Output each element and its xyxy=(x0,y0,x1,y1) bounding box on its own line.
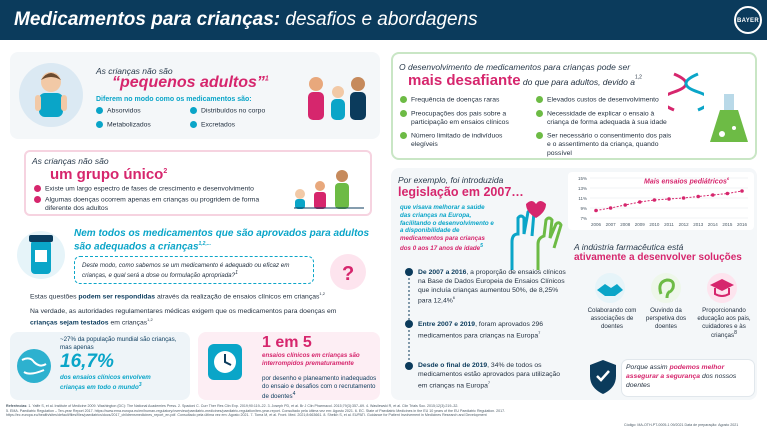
stat2-text-b: por desenho e planeamento inadequados do ensaio e desafios com o recrutamento de doentes$^4$ xyxy=(262,375,377,400)
chart-y-tick-label: 9% xyxy=(580,206,587,211)
industry-item-education: Proporcionando educação aos pais, cuidadores e às crianças$^8$ xyxy=(697,307,751,340)
chart-y-tick-label: 13% xyxy=(577,186,587,191)
bullet-icon xyxy=(34,185,41,192)
chart-y-tick-label: 11% xyxy=(578,196,587,201)
panel2-bullet-2: Algumas doenças ocorrem apenas em crianças ou progridem de forma diferente dos adultos xyxy=(34,196,284,214)
panel1-item-distributed: Distribuídos no corpo xyxy=(190,107,265,116)
chart-x-tick-label: 2015 xyxy=(722,222,733,227)
industry-item-collaborating: Colaborando com associações de doentes xyxy=(587,307,637,330)
challenges-intro: O desenvolvimento de medicamentos para crianças pode ser xyxy=(399,62,631,72)
bullet-icon xyxy=(190,107,197,114)
bayer-logo: BAYER xyxy=(734,6,762,34)
chart-data-point xyxy=(638,200,642,204)
panel2-headline: um grupo único$^2$ xyxy=(50,166,168,183)
panel3-question: Deste modo, como sabemos se um medicamento é adequado ou eficaz em crianças, e qual será a dose ou formulação apropriada?$^1$ xyxy=(82,262,290,279)
bullet-icon xyxy=(190,121,197,128)
challenge-high-costs: Elevados custos de desenvolvimento xyxy=(536,96,676,105)
chart-data-point xyxy=(653,198,657,202)
stat1-value: 16,7% xyxy=(60,351,114,372)
bullet-icon xyxy=(536,96,543,103)
chart-x-tick-label: 2006 xyxy=(590,222,602,227)
stat1-text-a: ~27% da população mundial são crianças, mas apenas xyxy=(60,336,177,351)
legislation-intro: Por exemplo, foi introduzida xyxy=(398,175,504,185)
stat2-text-a: ensaios clínicos em crianças são interrompidos prematuramente xyxy=(262,352,360,367)
panel1-subtitle: Diferem no modo como os medicamentos são: xyxy=(96,96,252,103)
references: Referências: 1. Yaffe S, et al. Institute of Medicine 2009. Washington (DC): The National Academies Press. 2. Spadoni C. Curr Ther Res Clin Exp. 2019;90:119–22. 3. Joseph PD, et al. Br J Clin Pharmacol. 2015;79(3):357–69. 4. Wasilewski R, et al. Clin Trials Soc. 2015;12(3):219–32. 5. EMA. Paediatric Regulation – Ten-year Report 2017. https://www.ema.europa.eu/en/human-regulatory/overview/paediatric-medicines/paediatric-regulation/ten-year-report. Consultado pela última vez em: Agosto 2021. 6. EC. State of Paediatric Medicines in the EU 10 years of the EU Paediatric Regulation. 2017. https://ec.europa.eu/health/sites/default/files/files/paediatrics/docs/2017_childrensmedicines_report_en.pdf. Consultado pela última vez em: Agosto 2021. 7. Toma M, et al. Front. Med. 2021;8:663661. 8. Sheikh S, et al. EUPATI. Guidance for Patient Involvement in Medicines Research and Development xyxy=(6,404,506,418)
clock-icon xyxy=(204,340,246,384)
panel3-headline: Nem todos os medicamentos que são aprovados para adultos são adequados a crianças$^{1,2,...}$ xyxy=(74,228,370,252)
panel2-bullet-1: Existe um largo espectro de fases de crescimento e desenvolvimento xyxy=(34,185,284,194)
handshake-icon xyxy=(593,272,627,304)
page-title: Medicamentos para crianças: desafios e abordagens xyxy=(14,9,478,30)
chart-x-tick-label: 2007 xyxy=(605,222,616,227)
raised-hands-icon xyxy=(498,198,566,272)
chart-data-point xyxy=(711,193,715,197)
chart-y-tick-label: 15% xyxy=(577,176,587,181)
legislation-desc: que visava melhorar a saúde das crianças na Europa, facilitando o desenvolvimento e a disponibilidade de medicamentos para crianças dos 0 aos 17 anos de idade$^5$ xyxy=(400,204,494,252)
challenge-limited-eligible: Número limitado de indivíduos elegíveis xyxy=(400,132,530,150)
chart-data-point xyxy=(740,189,744,193)
chart-data-point xyxy=(667,197,671,201)
chart-x-tick-label: 2009 xyxy=(634,222,645,227)
chart-data-point xyxy=(623,203,627,207)
bullet-icon xyxy=(400,132,407,139)
chart-y-tick-label: 7% xyxy=(580,216,587,221)
challenge-parent-concerns: Preocupações dos pais sobre a participação em ensaios clínicos xyxy=(400,110,530,128)
chart-data-point xyxy=(594,209,598,213)
stat2-value: 1 em 5 xyxy=(262,334,312,351)
panel1-item-absorbed: Absorvidos xyxy=(96,107,141,116)
bullet-icon xyxy=(34,196,41,203)
chart-x-tick-label: 2010 xyxy=(649,222,660,227)
chart-x-tick-label: 2014 xyxy=(707,222,718,227)
industry-headline: ativamente a desenvolver soluções xyxy=(574,252,742,263)
challenge-rare-diseases: Frequência de doenças raras xyxy=(400,96,530,105)
challenge-consent: Ser necessário o consentimento dos pais e o assentimento da criança, quando possível xyxy=(536,132,676,159)
chart-data-point xyxy=(682,196,686,200)
bullet-icon xyxy=(536,132,543,139)
industry-item-listening: Ouvindo da perspetiva dos doentes xyxy=(645,307,687,330)
fact-2007-2016: De 2007 a 2016, a proporção de ensaios clínicos na Base de Dados Europeia de Ensaios Clínicos que incluía crianças aumentou 50%, de 8,25% para 12,4%$^6$ xyxy=(418,269,566,305)
child-illustration-icon xyxy=(18,58,84,132)
medicine-bottle-icon xyxy=(16,226,66,284)
lab-flask-icon xyxy=(708,90,752,148)
panel3-para-1: Estas questões podem ser respondidas através da realização de ensaios clínicos em crianças$^{1,2}$ xyxy=(30,291,325,301)
fact-since-2019: Desde o final de 2019, 34% de todos os medicamentos estão aprovados para utilização em crianças na Europa$^7$ xyxy=(418,362,561,389)
stat1-text-b: dos ensaios clínicos envolvem crianças em todo o mundo$^3$ xyxy=(60,374,151,391)
growth-stages-icon xyxy=(290,162,368,210)
panel1-intro: As crianças não são xyxy=(96,66,173,76)
education-icon xyxy=(705,272,739,304)
panel3-para-2: Na verdade, as autoridades regulamentares médicas exigem que os medicamentos para doenças em crianças sejam testados em crianças$^{1,2}$ xyxy=(30,308,337,327)
chart-data-point xyxy=(696,195,700,199)
family-icon xyxy=(300,70,374,124)
closing-text: Porque assim podemos melhor assegurar a segurança dos nossos doentes xyxy=(626,364,737,389)
panel1-item-metabolized: Metabolizados xyxy=(96,121,151,130)
bullet-icon xyxy=(536,110,543,117)
chart-x-tick-label: 2008 xyxy=(620,222,631,227)
panel1-headline: “pequenos adultos”$^1$ xyxy=(112,74,269,91)
panel2-intro: As crianças não são xyxy=(32,156,109,166)
bullet-icon xyxy=(400,110,407,117)
panel1-item-excreted: Excretados xyxy=(190,121,235,130)
globe-children-icon xyxy=(14,340,54,392)
document-code: Código: MA-OTH-PT-0005-1 09/2021 Data de preparação: Agosto 2021 xyxy=(624,423,739,427)
fact-2007-2019: Entre 2007 e 2019, foram aprovados 296 medicamentos para crianças na Europa$^7$ xyxy=(418,321,544,340)
chart-x-tick-label: 2012 xyxy=(678,222,689,227)
chart-title: Mais ensaios pediátricos$^6$ xyxy=(644,176,730,186)
chart-data-point xyxy=(726,192,730,196)
shield-hand-icon xyxy=(586,358,620,396)
ear-icon xyxy=(649,272,683,304)
chart-x-tick-label: 2011 xyxy=(664,222,674,227)
bullet-icon xyxy=(400,96,407,103)
industry-intro: A indústria farmacêutica está xyxy=(574,242,684,252)
challenges-headline: mais desafiante do que para adultos, devido $a^{1,2}$ xyxy=(408,72,642,89)
svg-text:?: ? xyxy=(342,263,355,285)
dna-icon xyxy=(668,70,704,114)
bullet-icon xyxy=(96,121,103,128)
chart-x-tick-label: 2013 xyxy=(693,222,704,227)
legislation-headline: legislação em 2007… xyxy=(398,185,524,199)
bullet-icon xyxy=(96,107,103,114)
question-thinking-icon xyxy=(322,252,374,292)
timeline-dots xyxy=(402,266,416,386)
chart-x-tick-label: 2016 xyxy=(736,222,748,227)
chart-data-point xyxy=(609,206,613,210)
challenge-explain-trial: Necessidade de explicar o ensaio à criança de forma adequada à sua idade xyxy=(536,110,676,128)
